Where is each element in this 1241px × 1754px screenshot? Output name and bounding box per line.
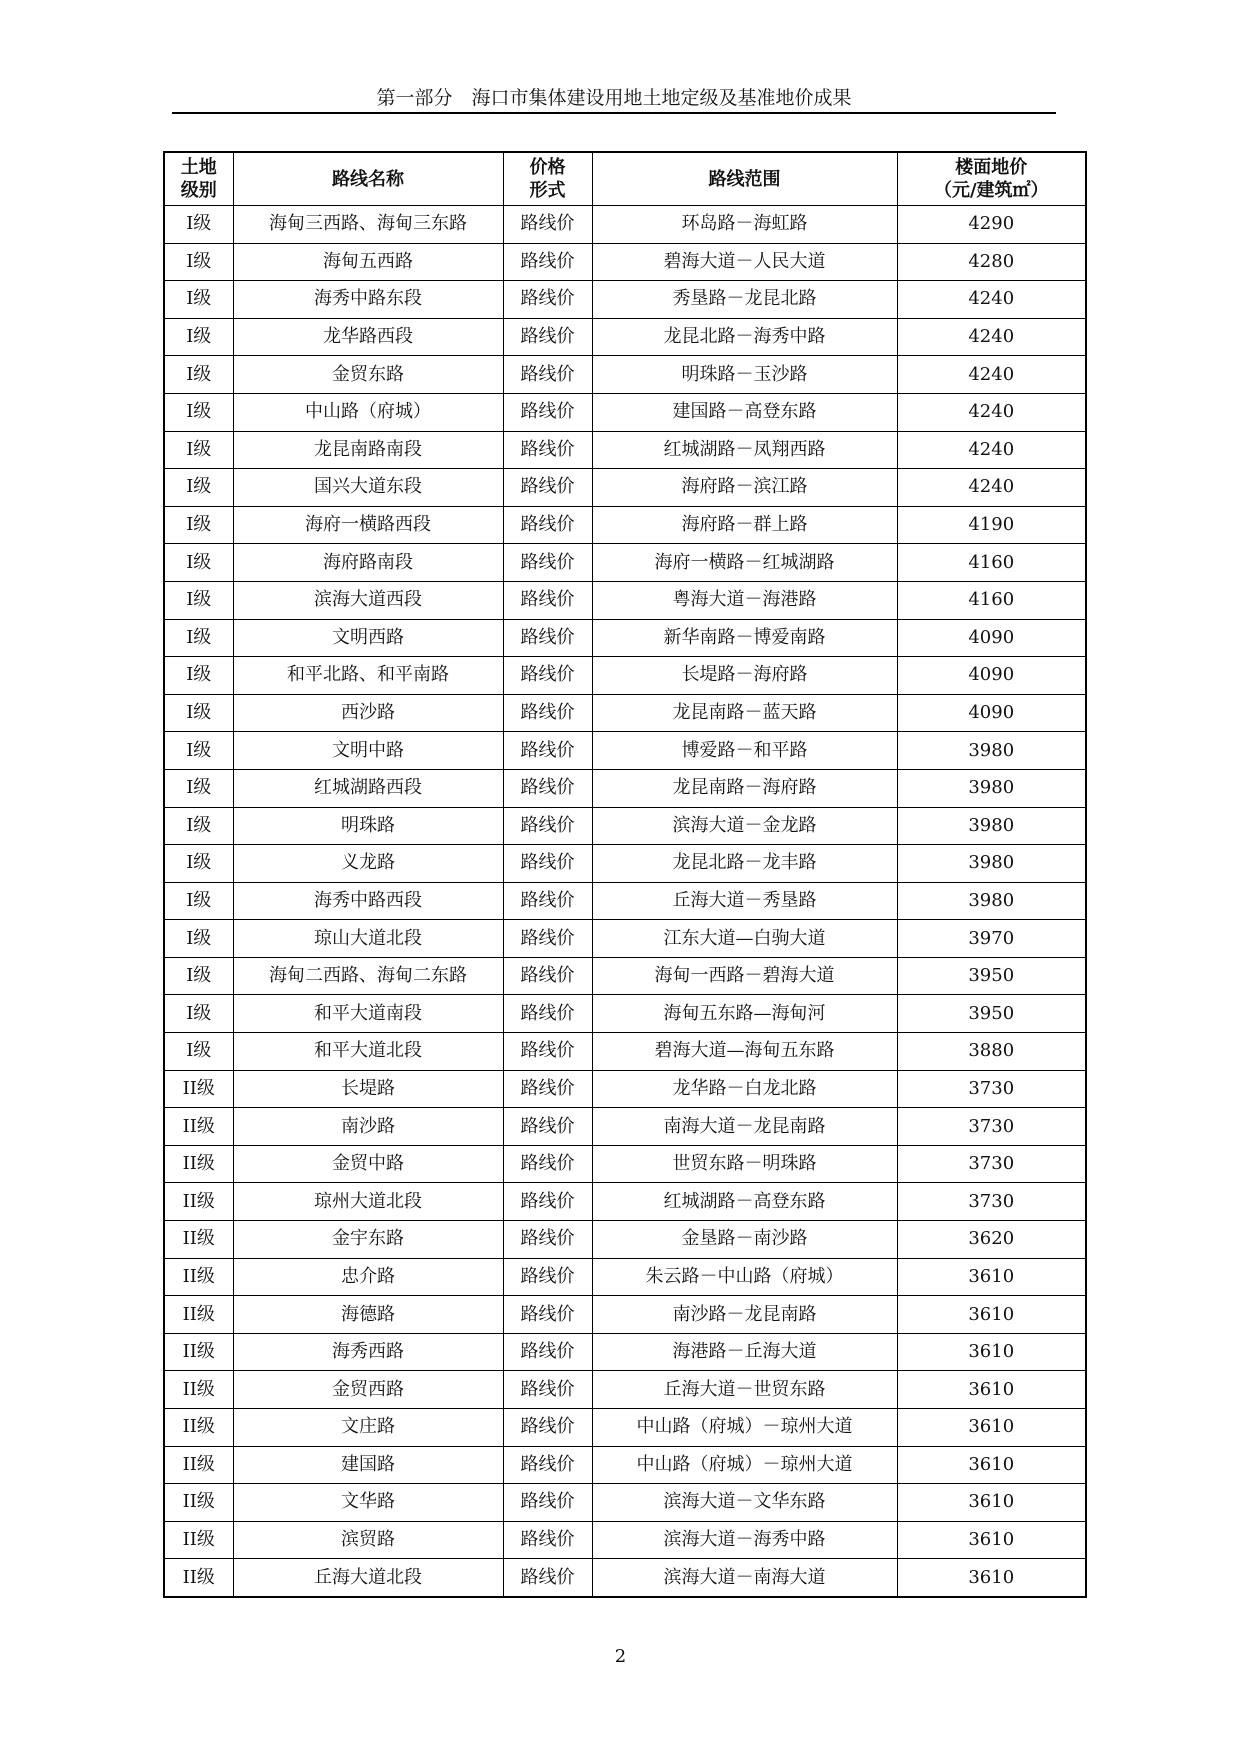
route-name-cell: 文明中路 (233, 732, 503, 770)
floor-price-cell: 3730 (897, 1108, 1086, 1146)
table-row (164, 1258, 1086, 1296)
table-row (164, 1559, 1086, 1597)
route-range-cell: 明珠路－玉沙路 (592, 356, 897, 394)
table-row (164, 281, 1086, 319)
grade-cell: I级 (164, 506, 233, 544)
floor-price-cell: 4240 (897, 393, 1086, 431)
price-form-cell: 路线价 (503, 356, 592, 394)
floor-price-cell: 3950 (897, 995, 1086, 1033)
floor-price-cell: 3950 (897, 957, 1086, 995)
grade-cell: I级 (164, 469, 233, 507)
route-name-cell: 和平大道北段 (233, 1033, 503, 1071)
price-form-cell: 路线价 (503, 657, 592, 695)
grade-cell: I级 (164, 393, 233, 431)
route-range-cell: 红城湖路－凤翔西路 (592, 431, 897, 469)
route-name-cell: 义龙路 (233, 845, 503, 883)
floor-price-cell: 3620 (897, 1221, 1086, 1259)
table-row (164, 1521, 1086, 1559)
table-row (164, 469, 1086, 507)
table-row (164, 206, 1086, 244)
floor-price-cell: 4240 (897, 356, 1086, 394)
grade-cell: II级 (164, 1371, 233, 1409)
route-range-cell: 龙华路－白龙北路 (592, 1070, 897, 1108)
route-name-cell: 文庄路 (233, 1409, 503, 1447)
grade-cell: II级 (164, 1258, 233, 1296)
price-form-cell: 路线价 (503, 619, 592, 657)
price-form-cell: 路线价 (503, 281, 592, 319)
route-range-cell: 南海大道－龙昆南路 (592, 1108, 897, 1146)
column-header-route-name: 路线名称 (233, 152, 503, 206)
route-name-cell: 滨海大道西段 (233, 581, 503, 619)
route-name-cell: 海府一横路西段 (233, 506, 503, 544)
route-name-cell: 明珠路 (233, 807, 503, 845)
table-row (164, 807, 1086, 845)
floor-price-cell: 3610 (897, 1446, 1086, 1484)
price-form-cell: 路线价 (503, 431, 592, 469)
grade-cell: I级 (164, 882, 233, 920)
floor-price-cell: 4090 (897, 694, 1086, 732)
price-form-cell: 路线价 (503, 920, 592, 958)
route-range-cell: 滨海大道－南海大道 (592, 1559, 897, 1597)
route-range-cell: 中山路（府城）－琼州大道 (592, 1409, 897, 1447)
table-row (164, 920, 1086, 958)
route-name-cell: 国兴大道东段 (233, 469, 503, 507)
floor-price-cell: 4240 (897, 318, 1086, 356)
table-row (164, 1183, 1086, 1221)
table-row (164, 882, 1086, 920)
route-range-cell: 丘海大道－秀垦路 (592, 882, 897, 920)
grade-cell: II级 (164, 1108, 233, 1146)
route-name-cell: 建国路 (233, 1446, 503, 1484)
route-name-cell: 金贸东路 (233, 356, 503, 394)
price-form-cell: 路线价 (503, 1258, 592, 1296)
table-row (164, 544, 1086, 582)
route-range-cell: 碧海大道－人民大道 (592, 243, 897, 281)
table-row (164, 581, 1086, 619)
grade-cell: I级 (164, 920, 233, 958)
floor-price-cell: 3880 (897, 1033, 1086, 1071)
route-name-cell: 滨贸路 (233, 1521, 503, 1559)
route-range-cell: 海府一横路－红城湖路 (592, 544, 897, 582)
grade-cell: II级 (164, 1333, 233, 1371)
price-form-cell: 路线价 (503, 1409, 592, 1447)
table-row (164, 995, 1086, 1033)
route-range-cell: 龙昆北路－龙丰路 (592, 845, 897, 883)
floor-price-cell: 4240 (897, 281, 1086, 319)
table-row (164, 318, 1086, 356)
route-range-cell: 江东大道—白驹大道 (592, 920, 897, 958)
price-form-cell: 路线价 (503, 882, 592, 920)
page-number: 2 (614, 1646, 627, 1667)
grade-cell: I级 (164, 243, 233, 281)
floor-price-cell: 3610 (897, 1258, 1086, 1296)
route-range-cell: 丘海大道－世贸东路 (592, 1371, 897, 1409)
price-form-cell: 路线价 (503, 732, 592, 770)
route-range-cell: 滨海大道－金龙路 (592, 807, 897, 845)
route-name-cell: 海甸五西路 (233, 243, 503, 281)
grade-cell: I级 (164, 995, 233, 1033)
route-name-cell: 中山路（府城） (233, 393, 503, 431)
route-name-cell: 西沙路 (233, 694, 503, 732)
price-form-cell: 路线价 (503, 807, 592, 845)
route-name-cell: 和平大道南段 (233, 995, 503, 1033)
table-row (164, 845, 1086, 883)
route-name-cell: 金贸中路 (233, 1145, 503, 1183)
route-name-cell: 和平北路、和平南路 (233, 657, 503, 695)
route-range-cell: 粤海大道－海港路 (592, 581, 897, 619)
grade-cell: I级 (164, 619, 233, 657)
price-form-cell: 路线价 (503, 995, 592, 1033)
route-range-cell: 环岛路－海虹路 (592, 206, 897, 244)
floor-price-cell: 4090 (897, 619, 1086, 657)
grade-cell: II级 (164, 1145, 233, 1183)
route-range-cell: 海港路－丘海大道 (592, 1333, 897, 1371)
price-form-cell: 路线价 (503, 1559, 592, 1597)
table-row (164, 1484, 1086, 1522)
table-row (164, 1145, 1086, 1183)
price-form-cell: 路线价 (503, 1333, 592, 1371)
table-row (164, 1108, 1086, 1146)
table-row (164, 393, 1086, 431)
price-form-cell: 路线价 (503, 469, 592, 507)
floor-price-cell: 3610 (897, 1409, 1086, 1447)
price-form-cell: 路线价 (503, 1446, 592, 1484)
table-row (164, 694, 1086, 732)
column-header-price-form: 价格 形式 (503, 152, 592, 206)
route-range-cell: 碧海大道—海甸五东路 (592, 1033, 897, 1071)
route-range-cell: 滨海大道－文华东路 (592, 1484, 897, 1522)
floor-price-cell: 3610 (897, 1559, 1086, 1597)
route-range-cell: 新华南路－博爱南路 (592, 619, 897, 657)
price-form-cell: 路线价 (503, 318, 592, 356)
price-form-cell: 路线价 (503, 1145, 592, 1183)
floor-price-cell: 4280 (897, 243, 1086, 281)
price-form-cell: 路线价 (503, 845, 592, 883)
grade-cell: I级 (164, 1033, 233, 1071)
route-range-cell: 建国路－高登东路 (592, 393, 897, 431)
grade-cell: II级 (164, 1446, 233, 1484)
land-price-table (163, 151, 1087, 1598)
price-form-cell: 路线价 (503, 544, 592, 582)
floor-price-cell: 4290 (897, 206, 1086, 244)
table-header-row (164, 152, 1086, 206)
floor-price-cell: 3730 (897, 1183, 1086, 1221)
table-row (164, 1033, 1086, 1071)
running-header: 第一部分 海口市集体建设用地土地定级及基准地价成果 (376, 87, 852, 109)
grade-cell: I级 (164, 845, 233, 883)
route-range-cell: 朱云路－中山路（府城） (592, 1258, 897, 1296)
grade-cell: II级 (164, 1183, 233, 1221)
route-range-cell: 世贸东路－明珠路 (592, 1145, 897, 1183)
grade-cell: II级 (164, 1484, 233, 1522)
floor-price-cell: 4160 (897, 581, 1086, 619)
route-range-cell: 博爱路－和平路 (592, 732, 897, 770)
route-range-cell: 龙昆南路－海府路 (592, 769, 897, 807)
route-name-cell: 海府路南段 (233, 544, 503, 582)
grade-cell: I级 (164, 694, 233, 732)
route-range-cell: 海府路－滨江路 (592, 469, 897, 507)
table-row (164, 1296, 1086, 1334)
route-name-cell: 海甸三西路、海甸三东路 (233, 206, 503, 244)
route-name-cell: 文华路 (233, 1484, 503, 1522)
price-form-cell: 路线价 (503, 581, 592, 619)
route-name-cell: 丘海大道北段 (233, 1559, 503, 1597)
floor-price-cell: 3610 (897, 1333, 1086, 1371)
table-row (164, 1333, 1086, 1371)
header-rule (172, 112, 1056, 114)
route-range-cell: 秀垦路－龙昆北路 (592, 281, 897, 319)
route-range-cell: 海府路－群上路 (592, 506, 897, 544)
floor-price-cell: 3610 (897, 1484, 1086, 1522)
route-name-cell: 海德路 (233, 1296, 503, 1334)
floor-price-cell: 3980 (897, 882, 1086, 920)
price-form-cell: 路线价 (503, 506, 592, 544)
price-form-cell: 路线价 (503, 957, 592, 995)
route-name-cell: 红城湖路西段 (233, 769, 503, 807)
route-name-cell: 琼州大道北段 (233, 1183, 503, 1221)
route-range-cell: 长堤路－海府路 (592, 657, 897, 695)
route-range-cell: 龙昆北路－海秀中路 (592, 318, 897, 356)
floor-price-cell: 3610 (897, 1521, 1086, 1559)
table-row (164, 957, 1086, 995)
table-row (164, 657, 1086, 695)
floor-price-cell: 4190 (897, 506, 1086, 544)
price-form-cell: 路线价 (503, 393, 592, 431)
grade-cell: II级 (164, 1070, 233, 1108)
price-form-cell: 路线价 (503, 1484, 592, 1522)
table-row (164, 1070, 1086, 1108)
price-form-cell: 路线价 (503, 1033, 592, 1071)
price-form-cell: 路线价 (503, 1521, 592, 1559)
grade-cell: II级 (164, 1409, 233, 1447)
grade-cell: II级 (164, 1559, 233, 1597)
route-range-cell: 红城湖路－高登东路 (592, 1183, 897, 1221)
table-row (164, 1371, 1086, 1409)
route-name-cell: 忠介路 (233, 1258, 503, 1296)
price-form-cell: 路线价 (503, 1221, 592, 1259)
table-body (164, 206, 1086, 1597)
floor-price-cell: 3980 (897, 807, 1086, 845)
route-name-cell: 海秀西路 (233, 1333, 503, 1371)
floor-price-cell: 4240 (897, 431, 1086, 469)
floor-price-cell: 4240 (897, 469, 1086, 507)
table-row (164, 1221, 1086, 1259)
price-form-cell: 路线价 (503, 1070, 592, 1108)
floor-price-cell: 3980 (897, 845, 1086, 883)
route-range-cell: 滨海大道－海秀中路 (592, 1521, 897, 1559)
route-name-cell: 南沙路 (233, 1108, 503, 1146)
table-row (164, 732, 1086, 770)
grade-cell: I级 (164, 769, 233, 807)
table-row (164, 1446, 1086, 1484)
route-name-cell: 海甸二西路、海甸二东路 (233, 957, 503, 995)
route-name-cell: 龙华路西段 (233, 318, 503, 356)
table-row (164, 1409, 1086, 1447)
table-row (164, 769, 1086, 807)
route-name-cell: 金宇东路 (233, 1221, 503, 1259)
floor-price-cell: 3610 (897, 1296, 1086, 1334)
route-name-cell: 龙昆南路南段 (233, 431, 503, 469)
grade-cell: I级 (164, 544, 233, 582)
route-range-cell: 南沙路－龙昆南路 (592, 1296, 897, 1334)
grade-cell: I级 (164, 206, 233, 244)
grade-cell: I级 (164, 318, 233, 356)
floor-price-cell: 3980 (897, 769, 1086, 807)
table-row (164, 356, 1086, 394)
route-name-cell: 文明西路 (233, 619, 503, 657)
route-range-cell: 中山路（府城）－琼州大道 (592, 1446, 897, 1484)
column-header-grade: 土地 级别 (164, 152, 233, 206)
grade-cell: I级 (164, 431, 233, 469)
grade-cell: II级 (164, 1296, 233, 1334)
route-name-cell: 金贸西路 (233, 1371, 503, 1409)
route-range-cell: 金垦路－南沙路 (592, 1221, 897, 1259)
grade-cell: II级 (164, 1521, 233, 1559)
column-header-floor-price: 楼面地价 （元/建筑㎡） (897, 152, 1086, 206)
floor-price-cell: 3730 (897, 1070, 1086, 1108)
grade-cell: I级 (164, 356, 233, 394)
grade-cell: I级 (164, 657, 233, 695)
floor-price-cell: 3730 (897, 1145, 1086, 1183)
grade-cell: I级 (164, 957, 233, 995)
floor-price-cell: 4090 (897, 657, 1086, 695)
route-name-cell: 海秀中路东段 (233, 281, 503, 319)
floor-price-cell: 3980 (897, 732, 1086, 770)
grade-cell: I级 (164, 732, 233, 770)
route-name-cell: 琼山大道北段 (233, 920, 503, 958)
route-range-cell: 龙昆南路－蓝天路 (592, 694, 897, 732)
grade-cell: II级 (164, 1221, 233, 1259)
route-name-cell: 海秀中路西段 (233, 882, 503, 920)
route-name-cell: 长堤路 (233, 1070, 503, 1108)
route-range-cell: 海甸五东路—海甸河 (592, 995, 897, 1033)
price-form-cell: 路线价 (503, 694, 592, 732)
column-header-route-range: 路线范围 (592, 152, 897, 206)
price-form-cell: 路线价 (503, 1296, 592, 1334)
price-form-cell: 路线价 (503, 1108, 592, 1146)
floor-price-cell: 3610 (897, 1371, 1086, 1409)
table-row (164, 431, 1086, 469)
floor-price-cell: 3970 (897, 920, 1086, 958)
table-row (164, 619, 1086, 657)
price-form-cell: 路线价 (503, 1371, 592, 1409)
grade-cell: I级 (164, 807, 233, 845)
price-form-cell: 路线价 (503, 206, 592, 244)
table-row (164, 243, 1086, 281)
price-form-cell: 路线价 (503, 1183, 592, 1221)
floor-price-cell: 4160 (897, 544, 1086, 582)
price-form-cell: 路线价 (503, 243, 592, 281)
route-range-cell: 海甸一西路－碧海大道 (592, 957, 897, 995)
table-row (164, 506, 1086, 544)
grade-cell: I级 (164, 281, 233, 319)
grade-cell: I级 (164, 581, 233, 619)
price-form-cell: 路线价 (503, 769, 592, 807)
